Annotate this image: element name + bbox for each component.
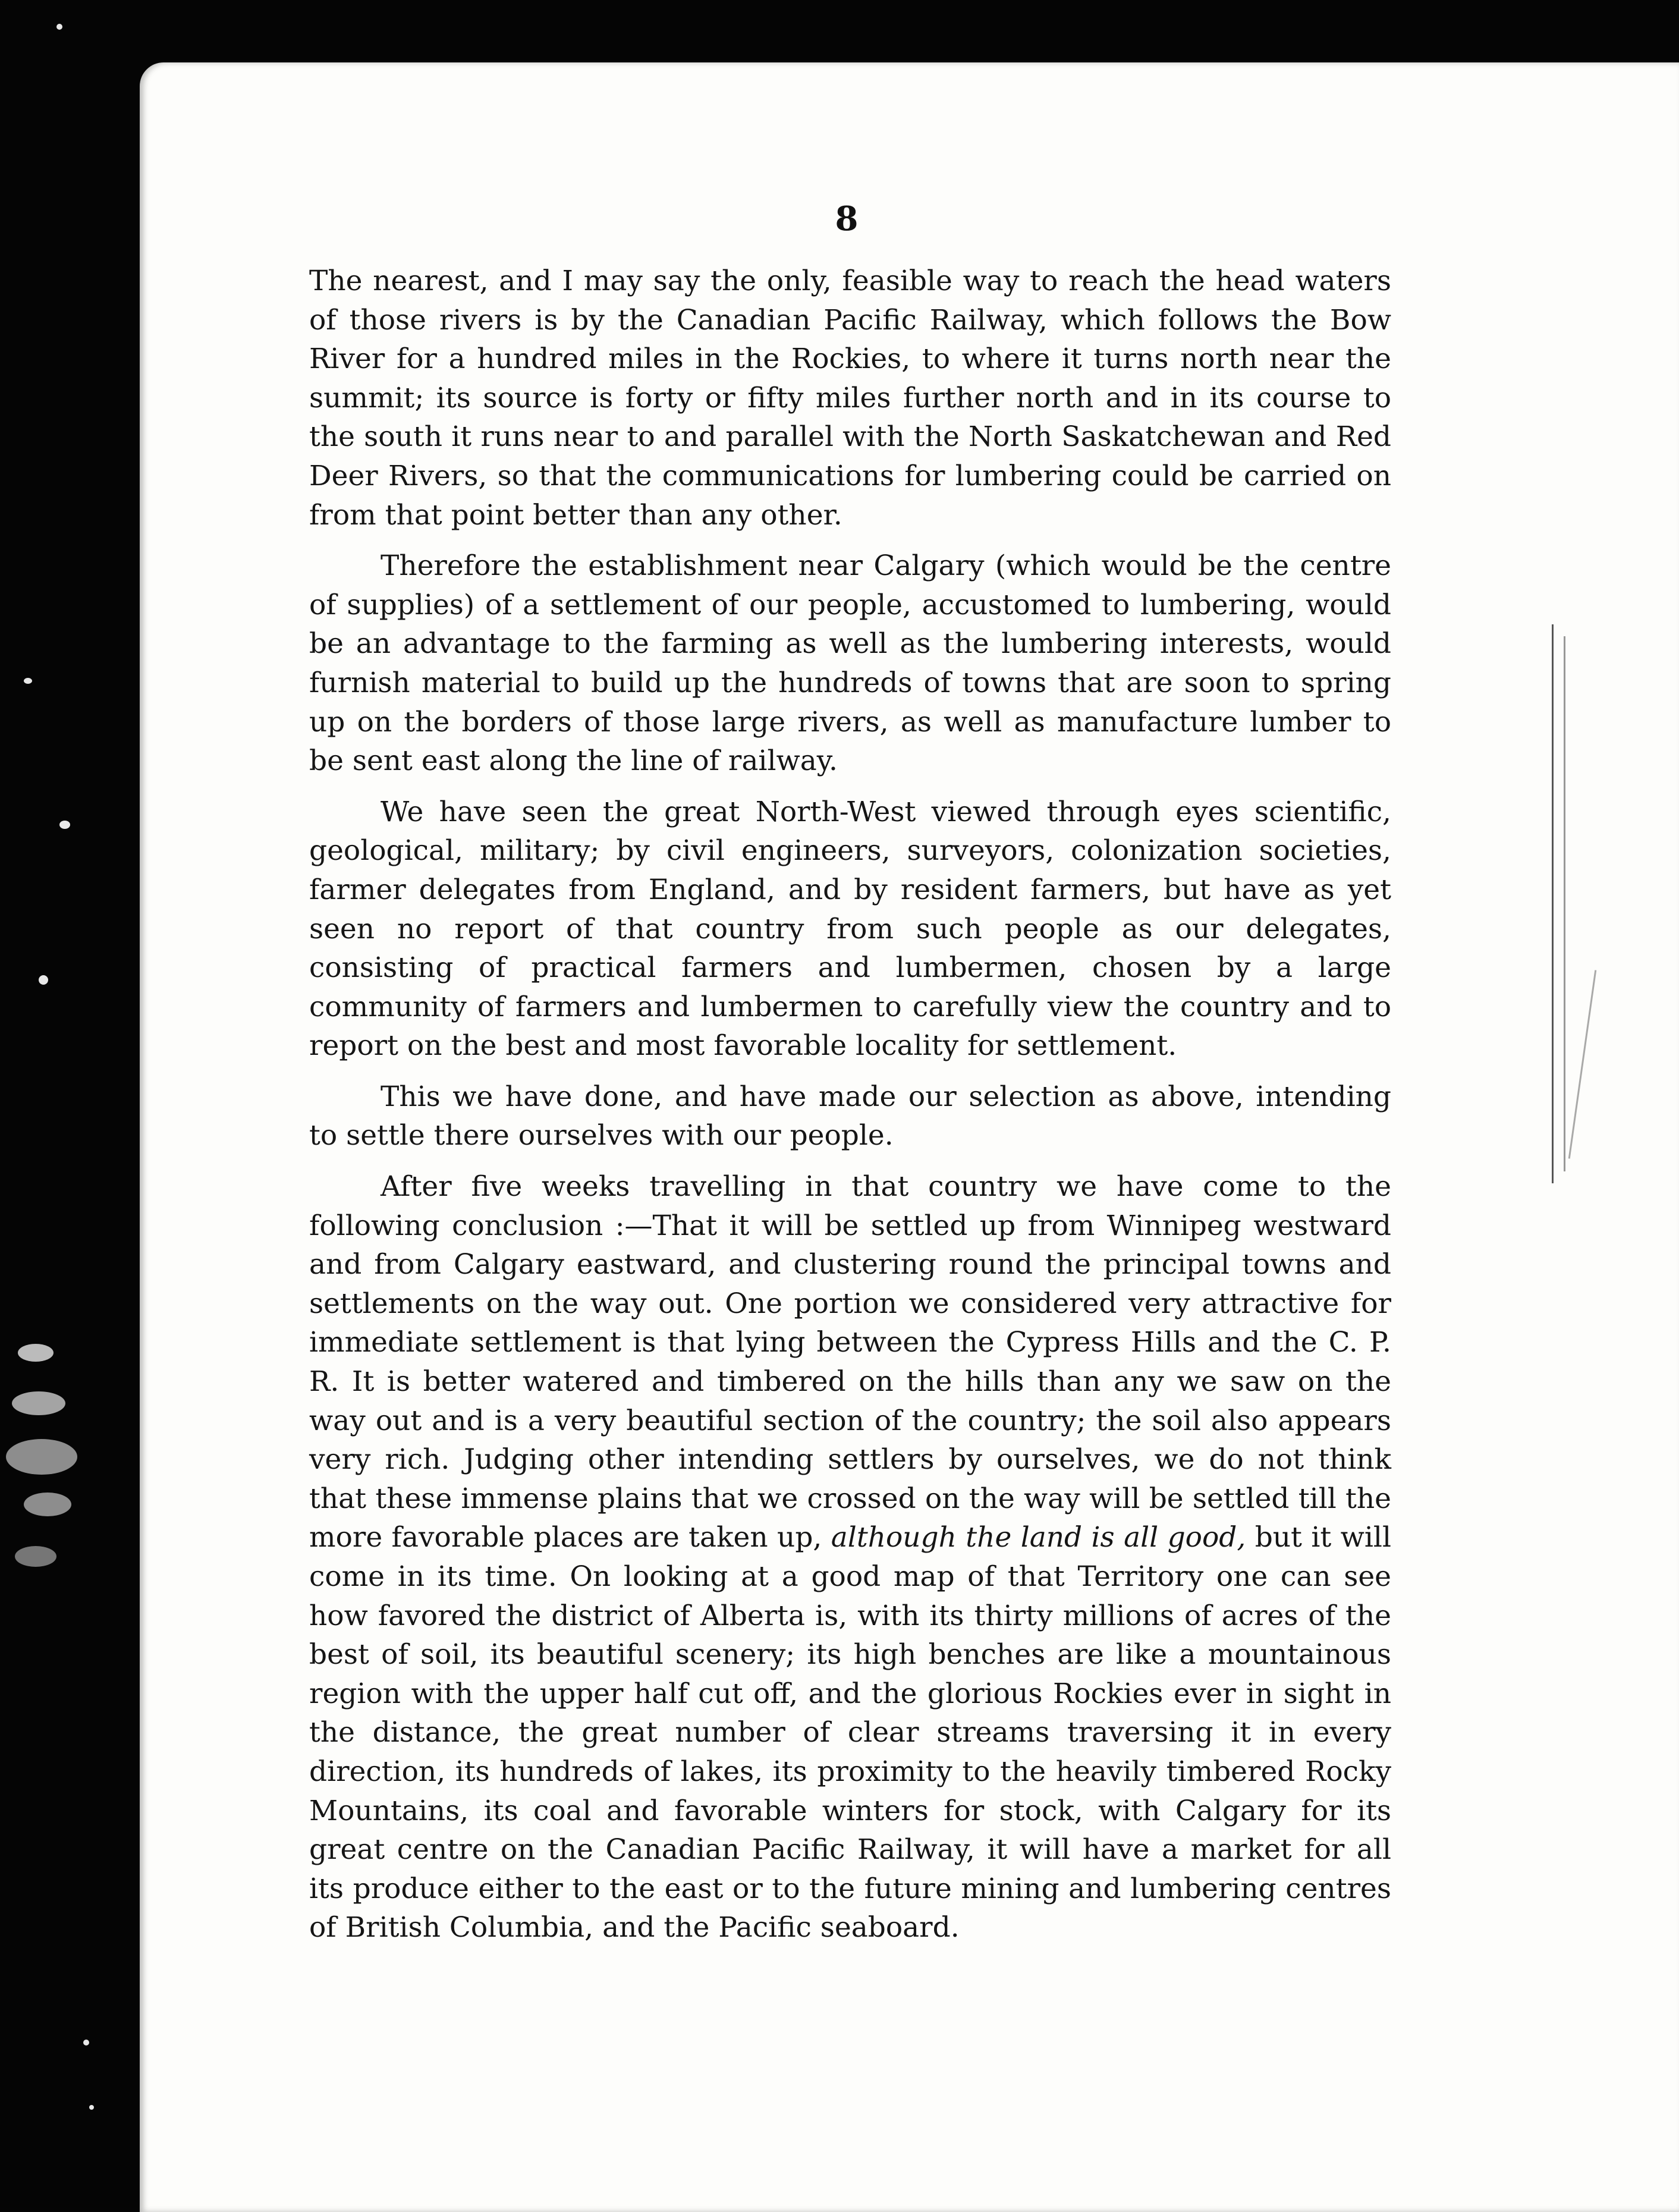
paragraph-5-italic-phrase: although the land is all good,: [831, 1521, 1246, 1554]
scan-speck: [24, 1493, 71, 1516]
paragraph-5-text-start: After five weeks travelling in that country we have come to the following conclusion :—That it will be settled up from Winnipeg westward and from Calgary eastward, and clustering round the principal towns and settlements on the way out. One portion we considered very attractive for immediate settlement is that lying between the Cypress Hills and the C. P. R. It is better watered and timbered on the hills than any we saw on the way out and is a very beautiful section of the country; the soil also appears very rich. Judging other intending settlers by ourselves, we do not think that these immense plains that we crossed on the way will be settled till the more favorable places are taken up,: [309, 1170, 1391, 1554]
scan-speck: [18, 1344, 54, 1362]
margin-line: [1552, 624, 1554, 1183]
scan-speck: [83, 2040, 89, 2046]
paragraph-2: Therefore the establishment near Calgary (which would be the centre of supplies) of a settlement of our people, accustomed to lumbering, would be an advantage to the farming as well as the lumbering interests, would furnish material to build up the hundreds of towns that are soon to spring up on the borders of those large rivers, as well as manufacture lumber to be sent east along the line of railway.: [309, 549, 1391, 778]
margin-marks: [1546, 612, 1617, 1195]
paragraph-5-text-end: but it will come in its time. On looking at a good map of that Territory one can see how favored the district of Alberta is, with its thirty millions of acres of the best of soil, its beautiful scenery; its high benches are like a mountainous region with the upper half cut off, and the glorious Rockies ever in sight in the distance, the great number of clear streams traversing it in every direction, its hundreds of lakes, its proximity to the heavily timbered Rocky Mountains, its coal and favorable winters for stock, with Calgary for its great centre on the Canadian Pacific Railway, it will have a market for all its produce either to the east or to the future mining and lumbering centres of British Columbia, and the Pacific seaboard.: [309, 1521, 1391, 1944]
scan-speck: [15, 1546, 56, 1567]
paragraph-1: The nearest, and I may say the only, feasible way to reach the head waters of those rivers is by the Canadian Pacific Railway, which follows the Bow River for a hundred miles in the Rockies, to where it turns north near the summit; its source is forty or fifty miles further north and in its course to the south it runs near to and parallel with the North Saskatchewan and Red Deer Rivers, so that the communications for lumbering could be carried on from that point better than any other.: [309, 265, 1391, 532]
scan-speck: [56, 24, 62, 30]
paragraph-5: [309, 1167, 1391, 1947]
page-number: 8: [835, 199, 859, 238]
body-text: [309, 262, 1391, 1959]
scan-speck: [89, 2105, 94, 2110]
margin-line: [1564, 636, 1565, 1171]
scan-speck: [39, 975, 48, 985]
scan-speck: [12, 1391, 65, 1415]
paragraph-3: We have seen the great North-West viewed through eyes scientific, geological, military; by civil engineers, surveyors, colonization societies, farmer delegates from England, and by resident farmers, but have as yet seen no report of that country from such people as our delegates, consisting of practical farmers and lumbermen, chosen by a large community of farmers and lumbermen to carefully view the country and to report on the best and most favorable locality for settlement.: [309, 795, 1391, 1063]
scan-edge-noise: [0, 0, 140, 2212]
scan-speck: [59, 821, 70, 829]
paragraph-4: This we have done, and have made our selection as above, intending to settle there ourselves with our people.: [309, 1080, 1391, 1152]
scan-speck: [6, 1439, 77, 1475]
margin-line: [1568, 970, 1597, 1158]
scan-speck: [24, 678, 32, 684]
